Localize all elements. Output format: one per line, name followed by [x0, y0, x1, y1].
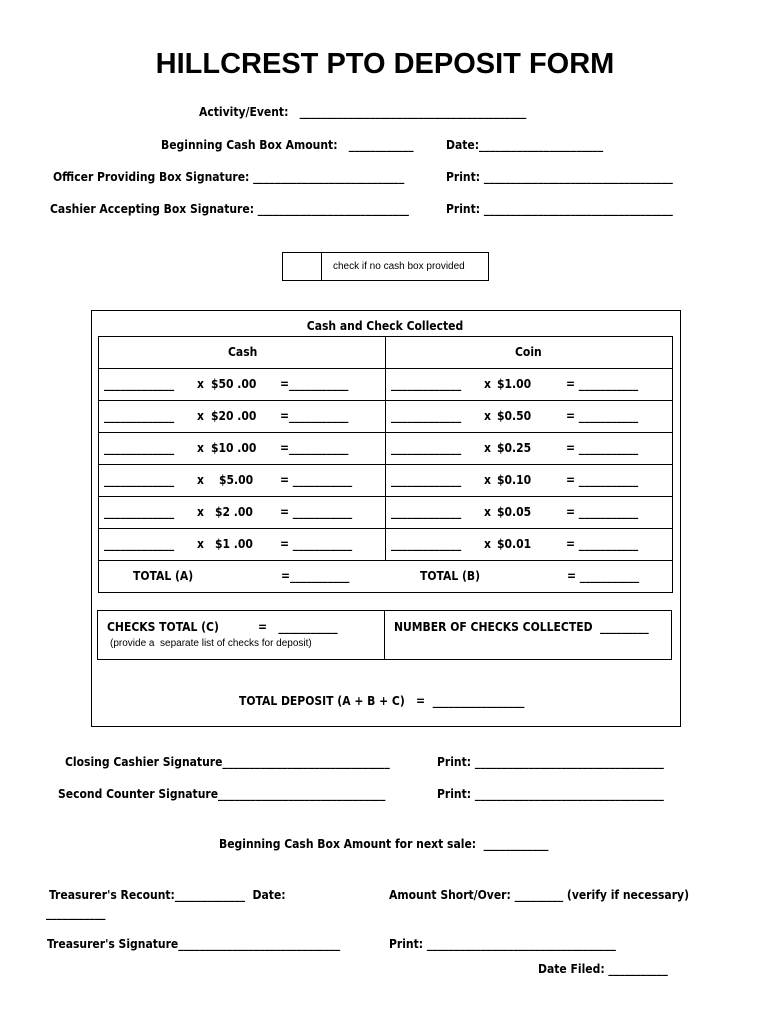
cash-count-field[interactable]: _____________	[104, 441, 175, 455]
date-field[interactable]: Date:_______________________	[446, 138, 604, 152]
cash-times: x	[197, 473, 204, 487]
cash-times: x	[197, 505, 204, 519]
next-sale-amount[interactable]: Beginning Cash Box Amount for next sale: ____________	[219, 837, 549, 851]
total-b-label: TOTAL (B)	[420, 569, 481, 583]
cash-amount-field[interactable]: =___________	[280, 377, 349, 391]
coin-amount-field[interactable]: = ___________	[566, 537, 639, 551]
coin-times: x	[484, 505, 491, 519]
page-title: HILLCREST PTO DEPOSIT FORM	[155, 48, 615, 80]
coin-denomination: $1.00	[497, 377, 532, 391]
coin-times: x	[484, 377, 491, 391]
cash-denomination: $2 .00	[215, 505, 253, 519]
total-deposit-field[interactable]: TOTAL DEPOSIT (A + B + C) = _________________	[239, 694, 525, 708]
coin-count-field[interactable]: _____________	[391, 537, 462, 551]
cashier-print-field[interactable]: Print: ___________________________________	[446, 202, 673, 216]
date-filed[interactable]: Date Filed: ___________	[538, 962, 668, 976]
coin-times: x	[484, 473, 491, 487]
cashier-signature-field[interactable]: Cashier Accepting Box Signature: ____________________________	[50, 202, 409, 216]
cash-amount-field[interactable]: =___________	[280, 409, 349, 423]
second-counter-print[interactable]: Print: ___________________________________	[437, 787, 664, 801]
no-cash-box-checkbox[interactable]	[282, 252, 322, 281]
number-of-checks-field[interactable]: NUMBER OF CHECKS COLLECTED _________	[394, 620, 649, 634]
closing-cashier-print[interactable]: Print: ___________________________________	[437, 755, 664, 769]
coin-amount-field[interactable]: = ___________	[566, 441, 639, 455]
cash-denomination: $20 .00	[211, 409, 257, 423]
total-a-field[interactable]: =___________	[281, 569, 350, 583]
total-a-label: TOTAL (A)	[133, 569, 194, 583]
treasurer-signature[interactable]: Treasurer's Signature______________________________	[47, 937, 341, 951]
no-cash-box-row	[282, 252, 489, 281]
checks-note: (provide a separate list of checks for deposit)	[110, 638, 312, 649]
cash-denomination: $5.00	[219, 473, 254, 487]
coin-count-field[interactable]: _____________	[391, 377, 462, 391]
coin-times: x	[484, 409, 491, 423]
coin-amount-field[interactable]: = ___________	[566, 505, 639, 519]
coin-denomination: $0.50	[497, 409, 532, 423]
officer-print-field[interactable]: Print: ___________________________________	[446, 170, 673, 184]
coin-count-field[interactable]: _____________	[391, 473, 462, 487]
activity-field[interactable]: Activity/Event: __________________________________________	[199, 105, 527, 119]
coin-amount-field[interactable]: = ___________	[566, 473, 639, 487]
coin-times: x	[484, 441, 491, 455]
coin-denomination: $0.10	[497, 473, 532, 487]
cash-times: x	[197, 441, 204, 455]
checks-table	[97, 610, 672, 660]
total-b-field[interactable]: = ___________	[567, 569, 640, 583]
cash-count-field[interactable]: _____________	[104, 377, 175, 391]
treasurer-recount[interactable]: Treasurer's Recount:_____________ Date:	[49, 888, 286, 902]
cash-times: x	[197, 537, 204, 551]
coin-times: x	[484, 537, 491, 551]
officer-signature-field[interactable]: Officer Providing Box Signature: ____________________________	[53, 170, 405, 184]
treasurer-recount-date[interactable]: ___________	[46, 906, 106, 920]
coin-count-field[interactable]: _____________	[391, 441, 462, 455]
cash-count-field[interactable]: _____________	[104, 505, 175, 519]
collected-title: Cash and Check Collected	[306, 319, 464, 333]
coin-denomination: $0.05	[497, 505, 532, 519]
treasurer-print[interactable]: Print: ___________________________________	[389, 937, 616, 951]
cash-amount-field[interactable]: = ___________	[280, 473, 353, 487]
coin-count-field[interactable]: _____________	[391, 505, 462, 519]
cash-denomination: $50 .00	[211, 377, 257, 391]
cash-denomination: $1 .00	[215, 537, 253, 551]
coin-count-field[interactable]: _____________	[391, 409, 462, 423]
coin-header: Coin	[515, 345, 542, 359]
cash-count-field[interactable]: _____________	[104, 409, 175, 423]
amount-short-over[interactable]: Amount Short/Over: _________ (verify if necessary)	[389, 888, 690, 902]
cash-count-field[interactable]: _____________	[104, 537, 175, 551]
coin-amount-field[interactable]: = ___________	[566, 377, 639, 391]
cash-amount-field[interactable]: = ___________	[280, 505, 353, 519]
cash-coin-table	[98, 336, 673, 593]
cash-count-field[interactable]: _____________	[104, 473, 175, 487]
beginning-cash-field[interactable]: Beginning Cash Box Amount: ____________	[161, 138, 414, 152]
cash-header: Cash	[228, 345, 258, 359]
cash-denomination: $10 .00	[211, 441, 257, 455]
checks-total-label: CHECKS TOTAL (C)	[107, 620, 219, 634]
cash-amount-field[interactable]: = ___________	[280, 537, 353, 551]
coin-amount-field[interactable]: = ___________	[566, 409, 639, 423]
second-counter-signature[interactable]: Second Counter Signature_______________________________	[58, 787, 386, 801]
cash-times: x	[197, 377, 204, 391]
coin-denomination: $0.01	[497, 537, 532, 551]
closing-cashier-signature[interactable]: Closing Cashier Signature_______________________________	[65, 755, 390, 769]
checks-total-field[interactable]: = ___________	[258, 620, 338, 634]
coin-denomination: $0.25	[497, 441, 532, 455]
cash-amount-field[interactable]: =___________	[280, 441, 349, 455]
cash-times: x	[197, 409, 204, 423]
no-cash-box-label: check if no cash box provided	[333, 261, 465, 272]
